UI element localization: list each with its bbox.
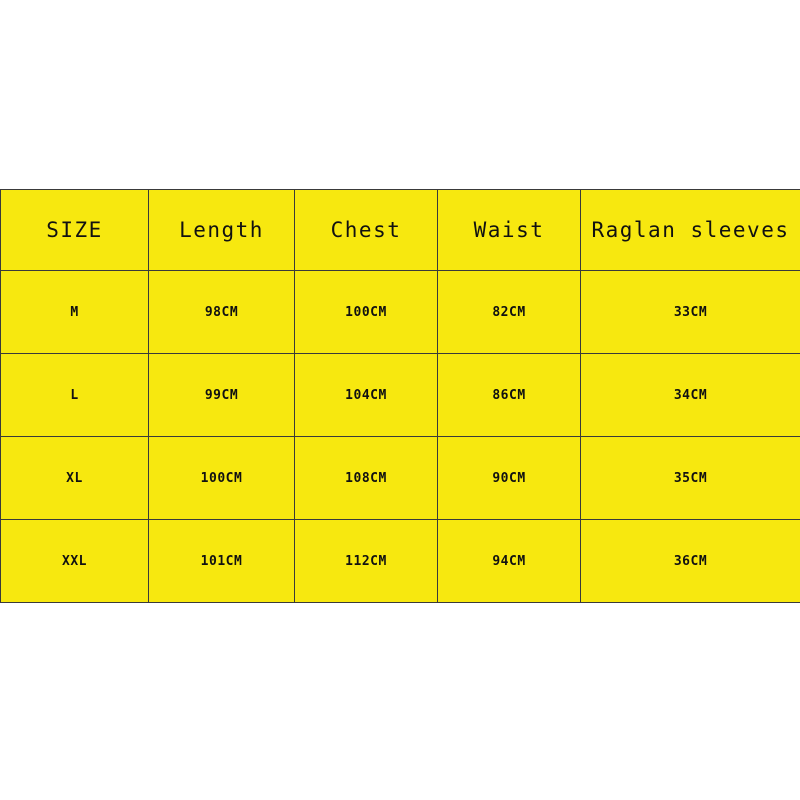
cell-length: 101CM [149, 520, 295, 603]
column-header-waist: Waist [438, 190, 581, 271]
cell-chest: 100CM [295, 271, 438, 354]
cell-size: XL [1, 437, 149, 520]
column-header-length: Length [149, 190, 295, 271]
cell-length: 99CM [149, 354, 295, 437]
cell-waist: 90CM [438, 437, 581, 520]
cell-raglan-sleeves: 33CM [581, 271, 800, 354]
column-header-size: SIZE [1, 190, 149, 271]
cell-waist: 94CM [438, 520, 581, 603]
cell-waist: 82CM [438, 271, 581, 354]
column-header-raglan-sleeves: Raglan sleeves [581, 190, 800, 271]
cell-size: XXL [1, 520, 149, 603]
cell-length: 98CM [149, 271, 295, 354]
table-header-row [1, 190, 800, 271]
cell-raglan-sleeves: 34CM [581, 354, 800, 437]
cell-chest: 112CM [295, 520, 438, 603]
table-row [1, 271, 800, 354]
cell-size: M [1, 271, 149, 354]
table-row [1, 437, 800, 520]
cell-length: 100CM [149, 437, 295, 520]
cell-chest: 104CM [295, 354, 438, 437]
table-row [1, 520, 800, 603]
table-row [1, 354, 800, 437]
size-chart-table [0, 189, 800, 603]
size-chart-container [0, 189, 800, 603]
cell-chest: 108CM [295, 437, 438, 520]
column-header-chest: Chest [295, 190, 438, 271]
cell-raglan-sleeves: 36CM [581, 520, 800, 603]
cell-raglan-sleeves: 35CM [581, 437, 800, 520]
cell-waist: 86CM [438, 354, 581, 437]
cell-size: L [1, 354, 149, 437]
